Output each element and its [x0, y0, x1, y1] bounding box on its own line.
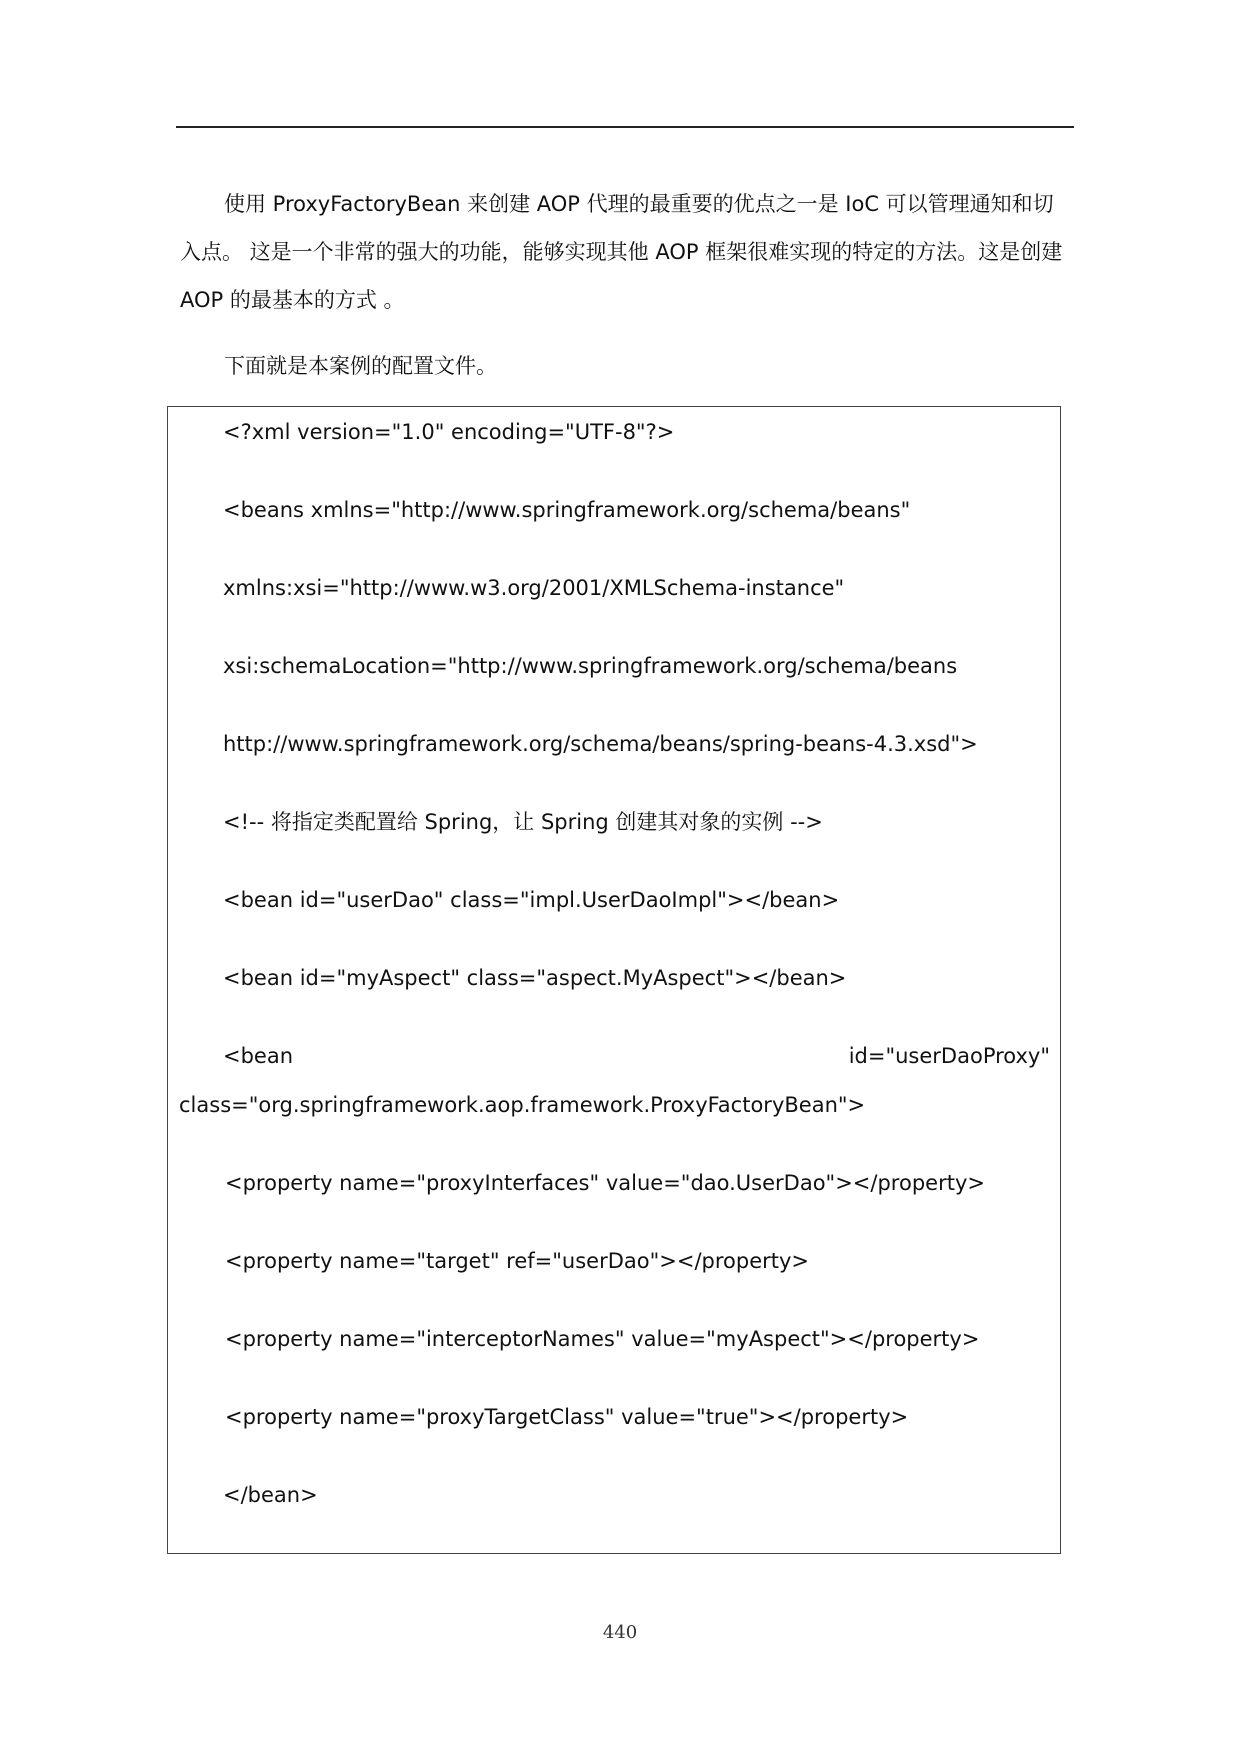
code-line-bean-proxy-id: id="userDaoProxy": [848, 1044, 1050, 1068]
header-rule: [176, 126, 1074, 128]
code-line-property-interceptor-names: <property name="interceptorNames" value="myAspect"></property>: [225, 1327, 980, 1351]
code-line-xml-declaration: <?xml version="1.0" encoding="UTF-8"?>: [223, 420, 675, 444]
code-line-bean-proxy-open: <bean: [223, 1044, 294, 1068]
code-line-schema-location: xsi:schemaLocation="http://www.springframework.org/schema/beans: [223, 654, 958, 678]
code-line-beans-open: <beans xmlns="http://www.springframework.org/schema/beans": [223, 498, 911, 522]
code-line-bean-close: </bean>: [223, 1483, 318, 1507]
code-line-bean-userdao: <bean id="userDao" class="impl.UserDaoImpl"></bean>: [223, 888, 840, 912]
page-number: 440: [602, 1622, 638, 1643]
intro-paragraph: [180, 180, 1070, 324]
code-line-xmlns-xsi: xmlns:xsi="http://www.w3.org/2001/XMLSchema-instance": [223, 576, 845, 600]
code-line-property-target: <property name="target" ref="userDao"></property>: [225, 1249, 810, 1273]
lead-text: 下面就是本案例的配置文件。: [224, 354, 497, 378]
code-listing-box: [167, 406, 1061, 1554]
lead-paragraph: [180, 342, 1070, 390]
code-line-comment: <!-- 将指定类配置给 Spring，让 Spring 创建其对象的实例 -->: [223, 810, 823, 834]
code-line-property-proxy-target-class: <property name="proxyTargetClass" value="true"></property>: [225, 1405, 909, 1429]
code-line-schema-url: http://www.springframework.org/schema/beans/spring-beans-4.3.xsd">: [223, 732, 978, 756]
intro-text: 使用 ProxyFactoryBean 来创建 AOP 代理的最重要的优点之一是 IoC 可以管理通知和切入点。 这是一个非常的强大的功能，能够实现其他 AOP 框架很难实现的特定的方法。这是创建 AOP 的最基本的方式 。: [180, 192, 1063, 312]
code-line-property-proxy-interfaces: <property name="proxyInterfaces" value="dao.UserDao"></property>: [225, 1171, 985, 1195]
code-line-bean-myaspect: <bean id="myAspect" class="aspect.MyAspect"></bean>: [223, 966, 847, 990]
code-line-bean-proxy-class: class="org.springframework.aop.framework.ProxyFactoryBean">: [179, 1093, 866, 1117]
